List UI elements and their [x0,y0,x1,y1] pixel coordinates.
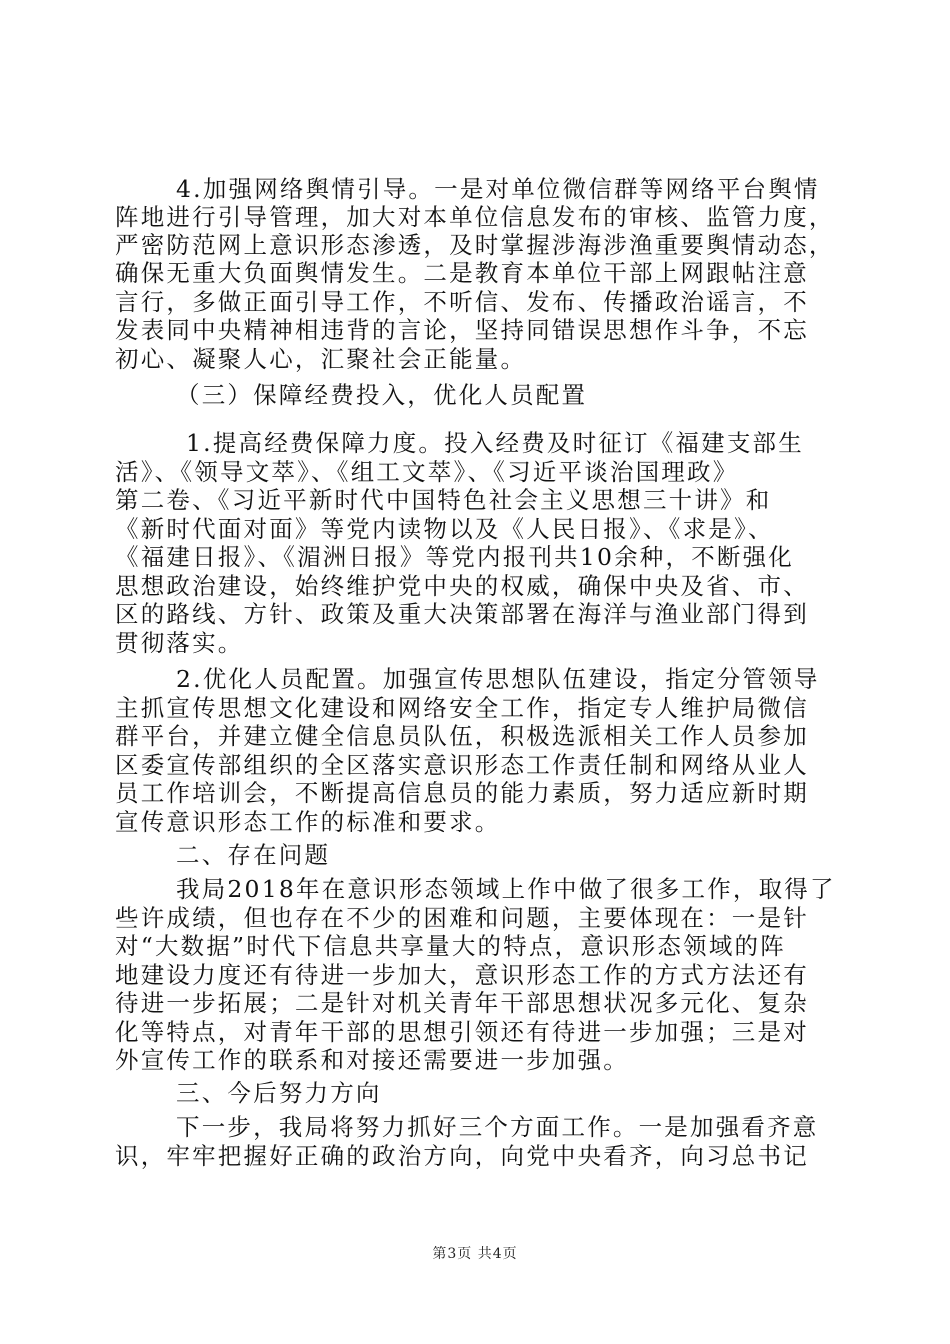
text-line: 主抓宣传思想文化建设和网络安全工作，指定专人维护局微信 [115,694,809,722]
text-line: 地建设力度还有待进一步加大，意识形态工作的方式方法还有 [115,961,809,989]
text-line: 发表同中央精神相违背的言论，坚持同错误思想作斗争，不忘 [115,316,809,344]
text-line: 外宣传工作的联系和对接还需要进一步加强。 [115,1046,629,1074]
text-line: 下一步，我局将努力抓好三个方面工作。一是加强看齐意 [176,1113,819,1141]
text-line: 员工作培训会，不断提高信息员的能力素质，努力适应新时期 [115,779,809,807]
text-line: 区委宣传部组织的全区落实意识形态工作责任制和网络从业人 [115,751,809,779]
text-line: 《新时代面对面》等党内读物以及《人民日报》、《求是》、 [115,515,774,543]
text-line: 些许成绩，但也存在不少的困难和问题，主要体现在：一是针 [115,904,809,932]
text-line: 化等特点，对青年干部的思想引领还有待进一步加强；三是对 [115,1018,809,1046]
text-line: 活》、《领导文萃》、《组工文萃》、《习近平谈治国理政》 [115,458,739,486]
text-line: 群平台，并建立健全信息员队伍，积极选派相关工作人员参加 [115,722,809,750]
text-line: 宣传意识形态工作的标准和要求。 [115,808,501,836]
text-line: 言行，多做正面引导工作，不听信、发布、传播政治谣言，不 [115,288,809,316]
text-line: 严密防范网上意识形态渗透，及时掌握涉海涉渔重要舆情动态， [115,231,835,259]
text-line: 三、今后努力方向 [176,1079,382,1107]
text-line: 2.优化人员配置。加强宣传思想队伍建设，指定分管领导 [176,665,820,693]
text-line: 阵地进行引导管理，加大对本单位信息发布的审核、监管力度， [115,203,835,231]
text-line: （三）保障经费投入，优化人员配置 [176,381,588,409]
text-line: 待进一步拓展；二是针对机关青年干部思想状况多元化、复杂 [115,989,809,1017]
text-line: 第二卷、《习近平新时代中国特色社会主义思想三十讲》和 [115,486,772,514]
page-footer: 第3页 共4页 [432,1246,518,1262]
text-line: 我局2018年在意识形态领域上作中做了很多工作，取得了 [176,875,836,903]
text-line: 二、存在问题 [176,841,331,869]
text-line: 《福建日报》、《湄洲日报》等党内报刊共10余种，不断强化 [115,543,795,571]
text-line: 确保无重大负面舆情发生。二是教育本单位干部上网跟帖注意 [115,259,809,287]
text-line: 对“大数据”时代下信息共享量大的特点，意识形态领域的阵 [115,932,786,960]
text-line: 识，牢牢把握好正确的政治方向，向党中央看齐，向习总书记 [115,1142,809,1170]
text-line: 1.提高经费保障力度。投入经费及时征订《福建支部生 [186,429,804,457]
text-line: 贯彻落实。 [115,629,244,657]
text-line: 区的路线、方针、政策及重大决策部署在海洋与渔业部门得到 [115,600,809,628]
text-line: 初心、凝聚人心，汇聚社会正能量。 [115,345,527,373]
text-line: 4.加强网络舆情引导。一是对单位微信群等网络平台舆情 [176,175,820,203]
text-line: 思想政治建设，始终维护党中央的权威，确保中央及省、市、 [115,572,809,600]
